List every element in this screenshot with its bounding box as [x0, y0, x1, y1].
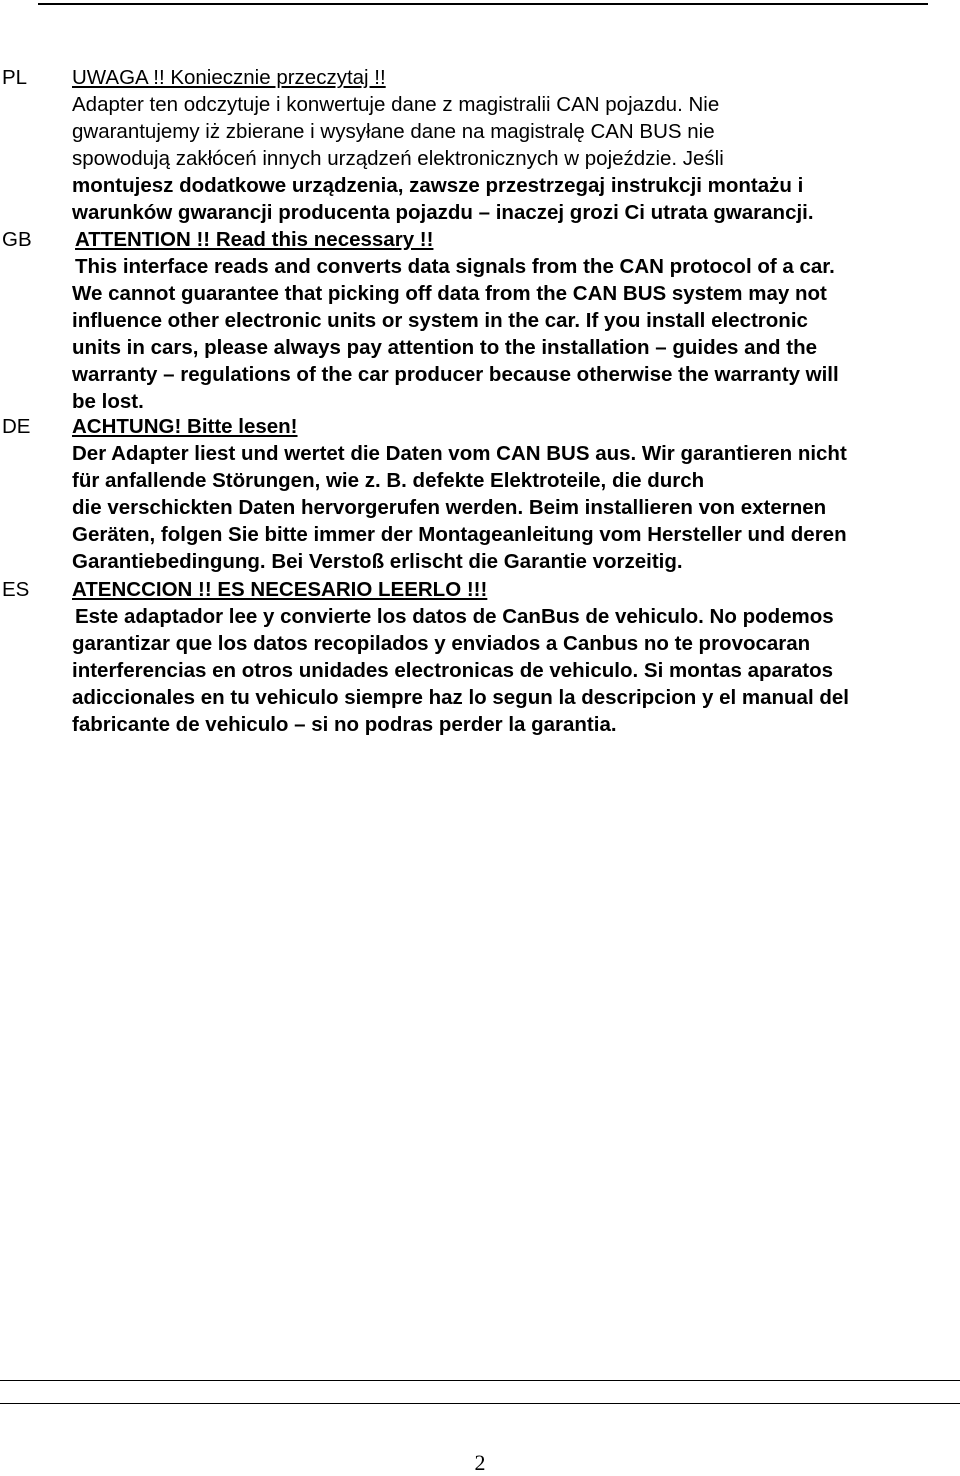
body-line: This interface reads and converts data signals from the CAN protocol of a car. [75, 255, 835, 278]
body-line: garantizar que los datos recopilados y enviados a Canbus no te provocaran [72, 632, 811, 655]
footer-rule-upper [0, 1380, 960, 1381]
body-line: fabricante de vehiculo – si no podras perder la garantia. [72, 713, 617, 736]
language-code: ES [2, 578, 30, 601]
body-line: interferencias en otros unidades electronicas de vehiculo. Si montas aparatos [72, 659, 834, 682]
body-line: warunków gwarancji producenta pojazdu – inaczej grozi Ci utrata gwarancji. [72, 201, 814, 224]
header-rule [38, 3, 928, 5]
body-line: für anfallende Störungen, wie z. B. defekte Elektroteile, die durch [72, 469, 705, 492]
page-number: 2 [474, 1450, 486, 1475]
language-code: PL [2, 66, 28, 89]
section-heading: ATTENTION !! Read this necessary !! [75, 228, 434, 251]
body-line: Este adaptador lee y convierte los datos de CanBus de vehiculo. No podemos [75, 605, 834, 628]
section-body [72, 91, 814, 226]
language-code: DE [2, 415, 31, 438]
body-line: montujesz dodatkowe urządzenia, zawsze przestrzegaj instrukcji montażu i [72, 174, 804, 197]
body-line: Garantiebedingung. Bei Verstoß erlischt die Garantie vorzeitig. [72, 550, 683, 573]
section-heading: UWAGA !! Koniecznie przeczytaj !! [72, 66, 386, 89]
section-heading: ACHTUNG! Bitte lesen! [72, 415, 298, 438]
language-code: GB [2, 228, 32, 251]
body-line: Adapter ten odczytuje i konwertuje dane z magistralii CAN pojazdu. Nie [72, 93, 720, 116]
section-heading: ATENCCION !! ES NECESARIO LEERLO !!! [72, 578, 488, 601]
body-line: Der Adapter liest und wertet die Daten vom CAN BUS aus. Wir garantieren nicht [72, 442, 847, 465]
body-line: die verschickten Daten hervorgerufen werden. Beim installieren von externen [72, 496, 827, 519]
body-line: Geräten, folgen Sie bitte immer der Montageanleitung vom Hersteller und deren [72, 523, 847, 546]
body-line: influence other electronic units or system in the car. If you install electronic [72, 309, 808, 332]
body-line: units in cars, please always pay attention to the installation – guides and the [72, 336, 818, 359]
body-line: warranty – regulations of the car producer because otherwise the warranty will [72, 363, 839, 386]
section-body [72, 440, 847, 575]
body-line: adiccionales en tu vehiculo siempre haz lo segun la descripcion y el manual del [72, 686, 849, 709]
body-line: be lost. [72, 390, 144, 413]
body-line: We cannot guarantee that picking off data from the CAN BUS system may not [72, 282, 827, 305]
body-line: gwarantujemy iż zbierane i wysyłane dane na magistralę CAN BUS nie [72, 120, 715, 143]
body-line: spowodują zakłóceń innych urządzeń elektronicznych w pojeździe. Jeśli [72, 147, 724, 170]
section-body [72, 603, 849, 738]
footer-rule-lower [0, 1403, 960, 1404]
section-body [72, 253, 839, 415]
